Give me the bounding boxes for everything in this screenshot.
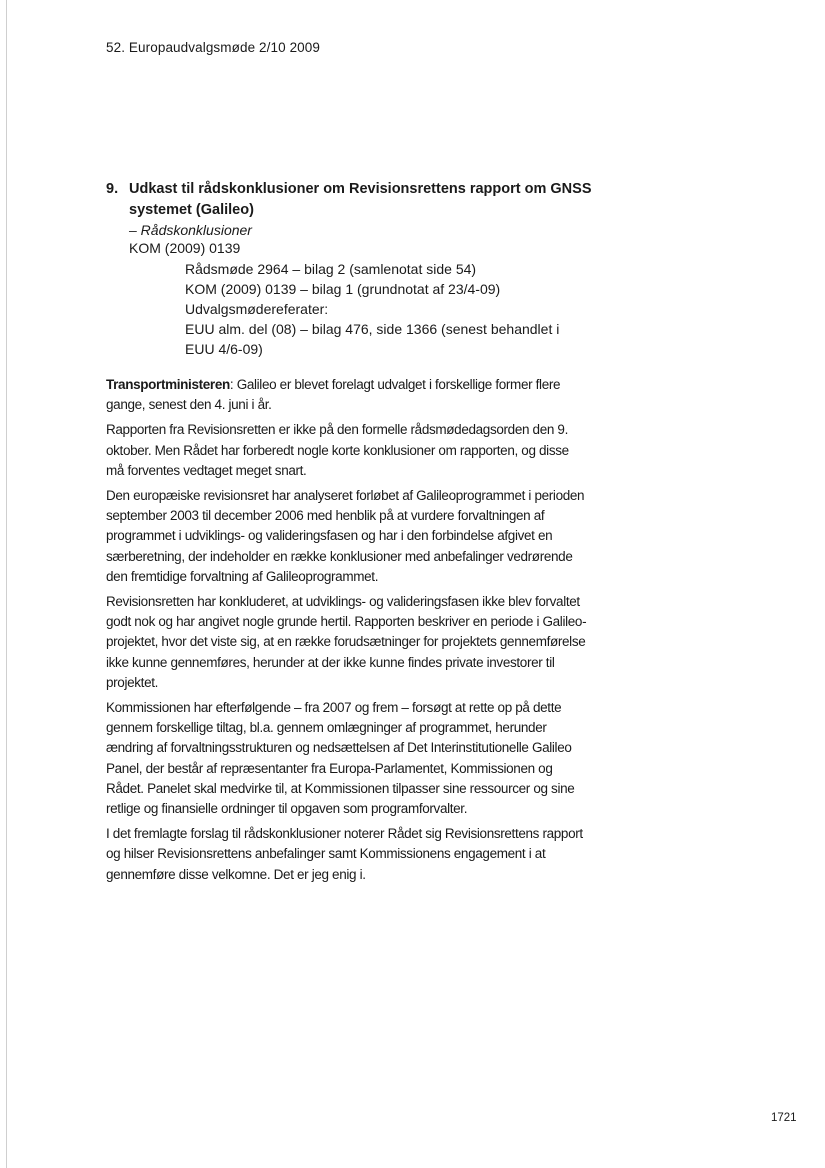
reference-line: KOM (2009) 0139 – bilag 1 (grundnotat af 23/4-09) — [185, 281, 501, 297]
paragraph: I det fremlagte forslag til rådskonklusioner noterer Rådet sig Revisionsrettens rapport og hilser Revisionsrettens anbefalinger samt Kommissionens engagement i at gennemføre disse velkomne. Det er jeg enig i. — [106, 826, 583, 882]
reference-line: Rådsmøde 2964 – bilag 2 (samlenotat side 54) — [185, 261, 477, 277]
paragraph: Den europæiske revisionsret har analyseret forløbet af Galileoprogrammet i perioden september 2003 til december 2006 med henblik på at vurdere forvaltningen af programmet i udviklings- og valideringsfasen og har i den forbindelse afgivet en særberetning, der indeholder en række konklusioner med anbefalinger vedrørende den fremtidige forvaltning af Galileoprogrammet. — [106, 488, 585, 584]
reference-line: EUU alm. del (08) – bilag 476, side 1366 (senest behandlet i EUU 4/6-09) — [185, 321, 560, 357]
page-number: 1721 — [771, 1112, 797, 1124]
agenda-item-heading — [106, 179, 626, 221]
agenda-item-kom: KOM (2009) 0139 — [129, 240, 241, 256]
agenda-item-subtitle: – Rådskonklusioner — [129, 222, 252, 238]
paragraph: Transportministeren: Galileo er blevet forelagt udvalget i forskellige former flere gange, senest den 4. juni i år. — [106, 377, 561, 413]
paragraph: Revisionsretten har konkluderet, at udviklings- og valideringsfasen ikke blev forvaltet godt nok og har angivet nogle grunde hertil. Rapporten beskriver en periode i Galileo-projektet, hvor det viste sig, at en række forudsætninger for projektets gennemførelse ikke kunne gennemføres, herunder at der ikke kunne findes private investorer til projektet. — [106, 594, 587, 690]
paragraph: Rapporten fra Revisionsretten er ikke på den formelle rådsmødedagsorden den 9. oktober. Men Rådet har forberedt nogle korte konklusioner om rapporten, og disse må forventes vedtaget meget snart. — [106, 422, 569, 478]
paragraph: Kommissionen har efterfølgende – fra 2007 og frem – forsøgt at rette op på dette gennem forskellige tiltag, bl.a. gennem omlægninger af programmet, herunder ændring af forvaltningsstrukturen og nedsættelsen af Det Interinstitutionelle Galileo Panel, der består af repræsentanter fra Europa-Parlamentet, Kommissionen og Rådet. Panelet skal medvirke til, at Kommissionen tilpasser sine ressourcer og sine retlige og finansielle ordninger til opgaven som programforvalter. — [106, 700, 575, 817]
speaker-name: Transportministeren — [106, 377, 230, 392]
reference-list — [185, 259, 585, 359]
page-edge-line — [6, 0, 7, 1168]
statement-body — [106, 375, 590, 890]
page-header: 52. Europaudvalgsmøde 2/10 2009 — [106, 40, 320, 55]
agenda-item-number: 9. — [106, 181, 119, 197]
agenda-item — [106, 179, 626, 359]
reference-line: Udvalgsmødereferater: — [185, 301, 329, 317]
agenda-item-title: Udkast til rådskonklusioner om Revisionsrettens rapport om GNSS systemet (Galileo) — [129, 181, 592, 218]
